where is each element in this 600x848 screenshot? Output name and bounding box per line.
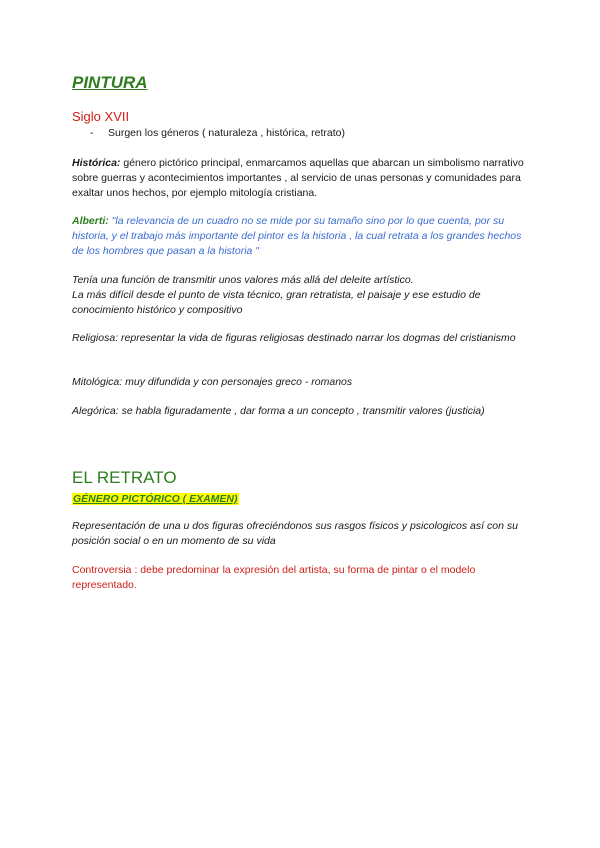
alberti-paragraph (72, 214, 532, 259)
controversia-paragraph: Controversia : debe predominar la expresión del artista, su forma de pintar o el modelo representado. (72, 564, 476, 591)
genres-bullet (72, 127, 532, 139)
bullet-text: Surgen los géneros ( naturaleza , histórica, retrato) (108, 127, 345, 139)
representacion-paragraph: Representación de una u dos figuras ofreciéndonos sus rasgos físicos y psicologicos así con su posición social o en un momento de su vida (72, 520, 518, 547)
historica-label: Histórica: (72, 157, 121, 169)
funcion-line-1: Tenía una función de transmitir unos valores más allá del deleite artístico. (72, 274, 414, 286)
mitologica-paragraph: Mitológica: muy difundida y con personajes greco - romanos (72, 376, 353, 388)
historica-text: género pictórico principal, enmarcamos aquellas que abarcan un simbolismo narrativo sobre guerras y acontecimientos importantes , al servicio de unas personas y comunidades para exaltar unos hechos, por ejemplo mitología cristiana. (72, 157, 524, 199)
retrato-subtitle-line (72, 489, 532, 507)
funcion-line-2: La más difícil desde el punto de vista técnico, gran retratista, el paisaje y ese estudio de conocimiento histórico y compositivo (72, 289, 481, 316)
historica-paragraph (72, 156, 532, 201)
retrato-subtitle: GÉNERO PICTÓRICO ( EXAMEN) (73, 493, 238, 505)
alberti-quote: "la relevancia de un cuadro no se mide por su tamaño sino por lo que cuenta, por su historia, y el trabajo más importante del pintor es la historia , la cual retrata a los grandes hechos de los hombres que pasan a la historia " (72, 215, 522, 257)
retrato-title: EL RETRATO (72, 468, 177, 487)
alegorica-paragraph: Alegórica: se habla figuradamente , dar forma a un concepto , transmitir valores (justicia) (72, 405, 485, 417)
century-heading: Siglo XVII (72, 109, 130, 124)
bullet-dash: - (90, 127, 94, 139)
religiosa-paragraph: Religiosa: representar la vida de figuras religiosas destinado narrar los dogmas del cristianismo (72, 332, 516, 344)
pintura-title: PINTURA (72, 73, 148, 92)
alberti-label: Alberti: (72, 215, 109, 227)
